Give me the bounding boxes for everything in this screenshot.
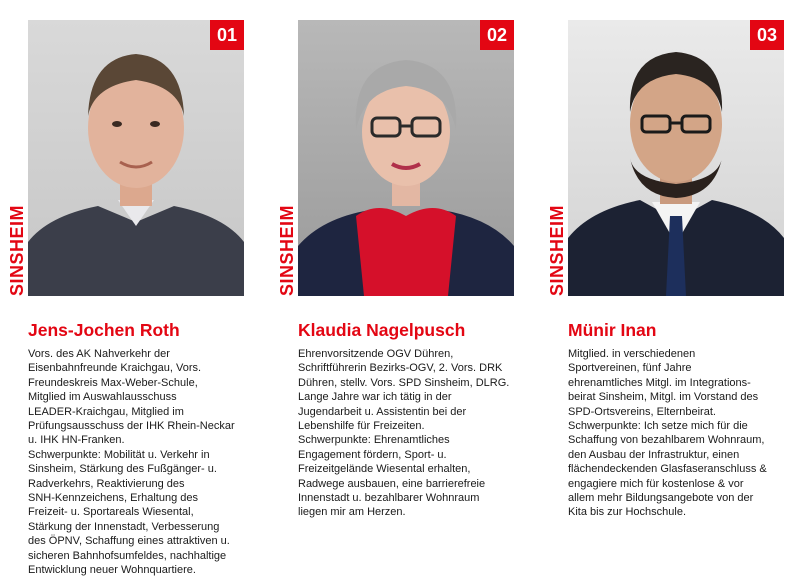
bio-line: Freizeitgelände Wiesental erhalten, (298, 463, 471, 476)
bio-line: Stärkung der Innenstadt, Verbesserung (28, 520, 220, 533)
candidate-photo (568, 20, 784, 296)
bio-line: Engagement fördern, Sport- u. (298, 448, 447, 461)
bio-line: Radverkehrs, Reaktivierung des (28, 477, 185, 490)
bio-line: den Ausbau der Infrastruktur, einen (568, 448, 740, 461)
bio-line: Dühren, stellv. Vors. SPD Sinsheim, DLRG. (298, 376, 510, 389)
bio-line: Eisenbahnfreunde Kraichgau, Vors. (28, 362, 202, 375)
bio-line: flächendeckenden Glasfaseranschluss & (568, 463, 767, 476)
candidate-photo (28, 20, 244, 296)
bio-line: Lange Jahre war ich tätig in der (298, 391, 452, 404)
candidate-number-badge: 03 (750, 20, 784, 50)
bio-line: Entwicklung neuer Wohnquartiere. (28, 564, 196, 577)
bio-line: ehrenamtliches Mitgl. im Integrations- (568, 376, 751, 389)
bio-line: LEADER-Kraichgau, Mitglied im (28, 405, 184, 418)
candidate-name: Klaudia Nagelpusch (298, 320, 466, 340)
bio-line: Radwege ausbauen, eine barrierefreie (298, 477, 486, 490)
portrait-man-3 (568, 20, 784, 296)
bio-line: Kita bis zur Hochschule. (568, 506, 686, 519)
bio-line: Sportvereinen, fünf Jahre (568, 362, 692, 375)
district-label: SINSHEIM (6, 204, 27, 296)
bio-line: Freundeskreis Max-Weber-Schule, (28, 376, 198, 389)
bio-line: Jugendarbeit u. Assistentin bei der (298, 405, 467, 418)
bio-line: SPD-Ortsvereins, Elternbeirat. (568, 405, 716, 418)
bio-line: Schriftführerin Bezirks-OGV, 2. Vors. DRK (298, 362, 503, 375)
portrait-man-1 (28, 20, 244, 296)
bio-line: Schwerpunkte: Ich setze mich für die (568, 420, 748, 433)
bio-line: beirat Sinsheim, Mitgl. im Vorstand des (568, 391, 759, 404)
bio-line: engagiere mich für kostenlose & vor (568, 477, 744, 490)
bio-line: Prüfungsausschuss der IHK Rhein-Neckar (28, 420, 235, 433)
district-label: SINSHEIM (546, 204, 567, 296)
bio-line: des ÖPNV, Schaffung eines attraktiven u. (28, 535, 230, 548)
candidate-name: Münir Inan (568, 320, 657, 340)
bio-line: Lebenshilfe für Freizeiten. (298, 420, 425, 433)
bio-line: liegen mir am Herzen. (298, 506, 406, 519)
candidate-bio (28, 347, 264, 578)
bio-line: Vors. des AK Nahverkehr der (28, 348, 170, 360)
bio-line: sicheren Bahnhofsumfeldes, nachhaltige (28, 549, 227, 562)
bio-line: Schwerpunkte: Mobilität u. Verkehr in (28, 448, 210, 461)
bio-line: Schaffung von bezahlbarem Wohnraum, (568, 434, 765, 447)
bio-line: Ehrenvorsitzende OGV Dühren, (298, 348, 454, 360)
candidate-bio (568, 347, 804, 520)
bio-line: Mitglied. in verschiedenen (568, 348, 696, 360)
bio-line: Freizeit- u. Sportareals Wiesental, (28, 506, 194, 519)
bio-line: Innenstadt u. bezahlbarer Wohnraum (298, 492, 480, 505)
bio-line: Mitglied im Auswahlausschuss (28, 391, 177, 404)
candidate-number-badge: 01 (210, 20, 244, 50)
bio-line: allem mehr Bildungsangebote von der (568, 492, 754, 505)
district-label: SINSHEIM (276, 204, 297, 296)
candidate-photo (298, 20, 514, 296)
portrait-woman (298, 20, 514, 296)
bio-line: SNH-Kennzeichens, Erhaltung des (28, 492, 198, 505)
candidate-number-badge: 02 (480, 20, 514, 50)
bio-line: Sinsheim, Stärkung des Fußgänger- u. (28, 463, 217, 476)
candidate-bio (298, 347, 534, 520)
bio-line: u. IHK HN-Franken. (28, 434, 125, 447)
candidate-name: Jens-Jochen Roth (28, 320, 180, 340)
bio-line: Schwerpunkte: Ehrenamtliches (298, 434, 450, 447)
